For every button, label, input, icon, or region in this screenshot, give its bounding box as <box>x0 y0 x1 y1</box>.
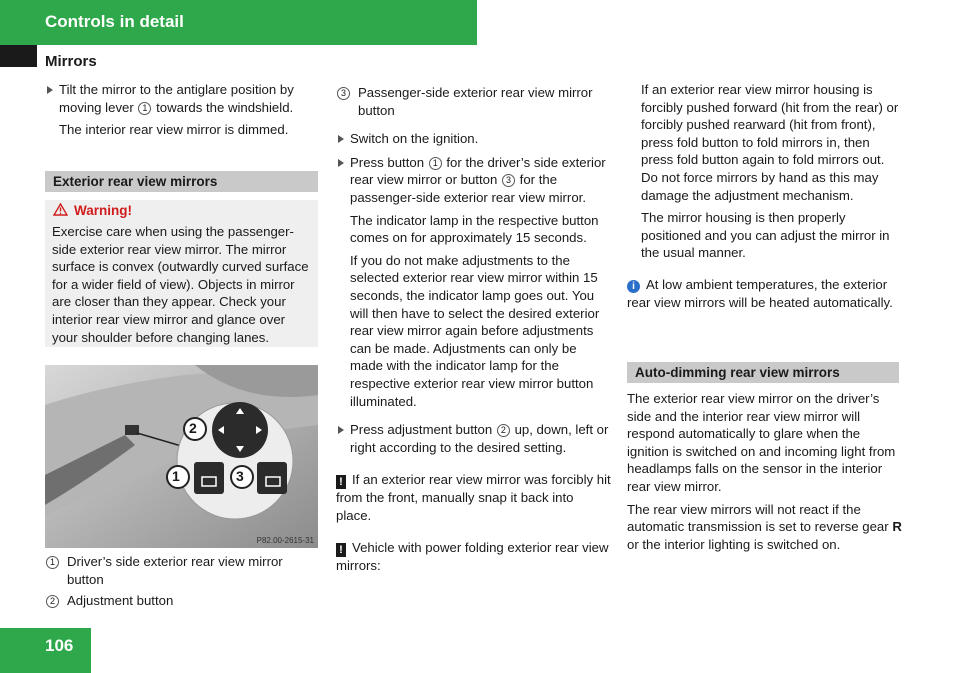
warning-triangle-icon <box>53 203 68 216</box>
door-panel-illustration <box>45 365 318 548</box>
caption-item: 2 Adjustment button <box>45 592 318 610</box>
info-icon: i <box>627 280 640 293</box>
page-number: 106 <box>45 636 74 655</box>
exclamation-icon: ! <box>336 475 346 489</box>
caption-item-3: 3 Passenger-side exterior rear view mirror button <box>336 84 611 119</box>
dimmed-note: The interior rear view mirror is dimmed. <box>59 122 289 138</box>
info-heated-mirrors: i At low ambient temperatures, the exterior rear view mirrors will be heated automatically. <box>627 276 893 310</box>
photo-captions <box>45 553 318 614</box>
auto-dimming-text <box>627 390 902 558</box>
warning-box <box>45 200 318 347</box>
callout-2: 2 <box>189 420 197 436</box>
auto-dimming-exception: The rear view mirrors will not react if the automatic transmission is set to reverse gear R or the interior lighting is switched on. <box>627 501 902 552</box>
section-marker <box>0 45 37 67</box>
mirror-controls-photo <box>45 365 318 548</box>
column-1 <box>45 81 318 144</box>
photo-label: P82.00-2615-31 <box>256 536 314 545</box>
indicator-note: The indicator lamp in the respective button comes on for approximately 15 seconds. <box>350 212 599 246</box>
callout-1: 1 <box>172 468 180 484</box>
subheading-exterior-mirrors: Exterior rear view mirrors <box>45 171 318 192</box>
instruction-select-mirror: Press button 1 for the driver’s side exterior rear view mirror or button 3 for the passenger-side exterior rear view mirror. <box>336 154 611 207</box>
subheading-auto-dimming: Auto-dimming rear view mirrors <box>627 362 899 383</box>
timeout-note: If you do not make adjustments to the selected exterior rear view mirror within 15 seconds, the indicator lamp goes out. You will then have to select the desired exterior rear view mirror again before adjustments can be made. Adjustments can only be made with the indicator lamp for the respective exterior rear view mirror button illuminated. <box>350 252 600 409</box>
caption-item: 1 Driver’s side exterior rear view mirror button <box>45 553 318 588</box>
fold-instructions: If an exterior rear view mirror housing is forcibly pushed forward (hit from the rear) or forcibly pushed rearward (hit from front), press fold button to fold mirrors in, then press fold button again to fold mirrors out. Do not force mirrors by hand as this may damage the adjustment mechanism. <box>641 82 899 203</box>
note-snap-back: ! If an exterior rear view mirror was forcibly hit from the front, manually snap it back into place. <box>336 472 611 523</box>
instruction-adjust: Press adjustment button 2 up, down, left or right according to the desired setting. <box>336 421 611 456</box>
section-title: Mirrors <box>45 53 97 70</box>
instruction-antiglare: Tilt the mirror to the antiglare position by moving lever 1 towards the windshield. <box>45 81 318 116</box>
warning-heading: Warning! <box>53 203 132 218</box>
auto-dimming-description: The exterior rear view mirror on the driver’s side and the interior rear view mirror will respond automatically to glare when the ignition is switched on and incoming light from headlamps falls on the sensor in the interior rear view mirror. <box>627 391 896 494</box>
exclamation-icon: ! <box>336 543 346 557</box>
page-header-title: Controls in detail <box>45 12 184 31</box>
housing-note: The mirror housing is then properly positioned and you can adjust the mirror in the usual manner. <box>641 210 890 261</box>
warning-text: Exercise care when using the passenger-side exterior rear view mirror. The mirror surface is convex (outwardly curved surface for a wider field of view). Objects in mirror are closer than they appear. Check your interior rear view mirror and glance over your shoulder before changing lanes. <box>52 224 309 345</box>
ref-number: 1 <box>138 102 151 115</box>
note-power-folding: ! Vehicle with power folding exterior rear view mirrors: <box>336 540 609 574</box>
callout-3: 3 <box>236 468 244 484</box>
instruction-ignition: Switch on the ignition. <box>336 130 611 148</box>
column-2 <box>336 84 611 580</box>
column-3 <box>627 81 902 316</box>
